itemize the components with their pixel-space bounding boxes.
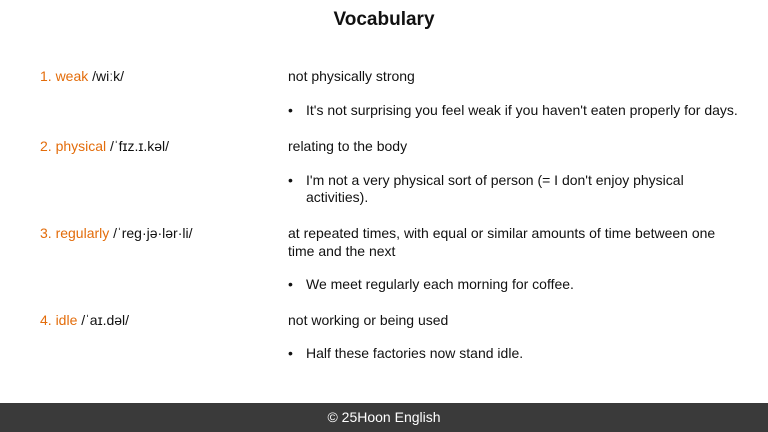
bullet-icon: • [288, 102, 293, 118]
page-title: Vocabulary [333, 9, 435, 30]
vocab-example-physical [288, 172, 718, 206]
vocab-definition: at repeated times, with equal or similar amounts of time between one time and the next [288, 225, 716, 259]
vocab-term [40, 224, 193, 242]
vocab-definition: not physically strong [288, 68, 415, 84]
vocab-word: 3. regularly [40, 225, 110, 241]
bullet-icon: • [288, 276, 293, 292]
vocab-example-text: We meet regularly each morning for coffee. [306, 276, 574, 292]
vocab-word: 2. physical [40, 138, 107, 154]
vocab-example-weak [288, 102, 758, 119]
footer-copyright: © 25Hoon English [327, 409, 441, 425]
vocab-term [40, 137, 169, 155]
vocab-term [40, 67, 124, 85]
vocab-pronunciation: /ˈfɪz.ɪ.kəl/ [110, 138, 170, 154]
vocab-word: 1. weak [40, 68, 89, 84]
vocab-term [40, 311, 129, 329]
vocab-definition: relating to the body [288, 138, 408, 154]
vocab-definition: not working or being used [288, 312, 449, 328]
vocab-word: 4. idle [40, 312, 78, 328]
footer-bar [0, 403, 768, 432]
vocab-example-text: It's not surprising you feel weak if you haven't eaten properly for days. [306, 102, 738, 118]
vocab-pronunciation: /wiːk/ [92, 68, 125, 84]
bullet-icon: • [288, 345, 293, 361]
vocab-pronunciation: /ˈaɪ.dəl/ [81, 312, 130, 328]
vocab-example-regularly [288, 276, 758, 293]
vocab-example-text: I'm not a very physical sort of person (= I don't enjoy physical activities). [306, 172, 684, 205]
vocab-pronunciation: /ˈreg·jə·lər·li/ [113, 225, 193, 241]
vocab-example-idle [288, 345, 758, 362]
bullet-icon: • [288, 172, 293, 188]
vocab-example-text: Half these factories now stand idle. [306, 345, 524, 361]
